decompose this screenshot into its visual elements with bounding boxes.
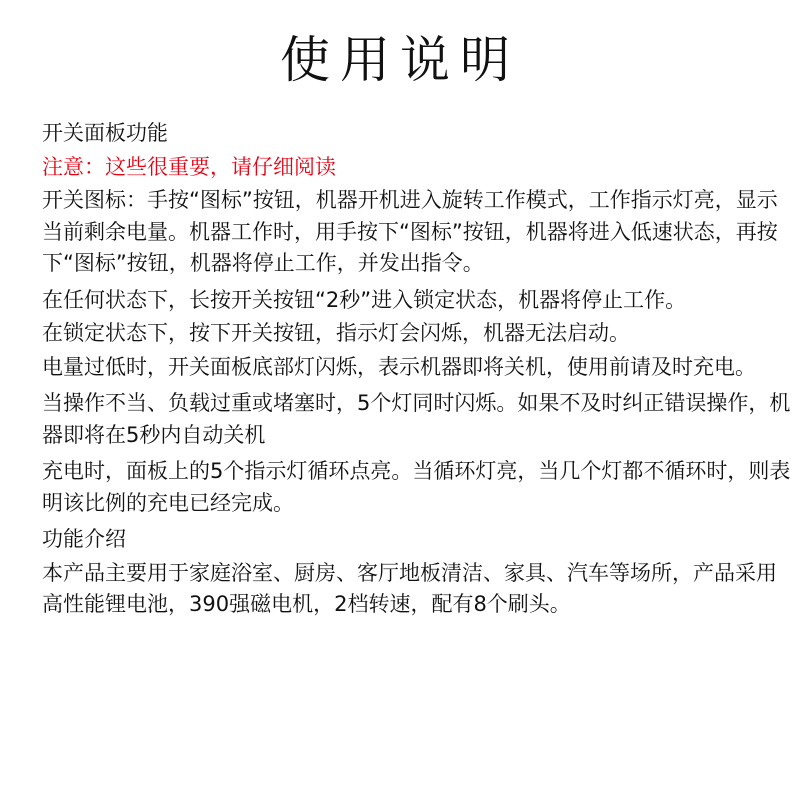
lock-state-paragraph: 在任何状态下，长按开关按钮“2秒”进入锁定状态，机器将停止工作。 bbox=[42, 287, 687, 312]
instructions-body bbox=[42, 118, 794, 626]
panel-functions-heading: 开关面板功能 bbox=[42, 121, 168, 145]
improper-operation-paragraph: 当操作不当、负载过重或堵塞时，5个灯同时闪烁。如果不及时纠正错误操作，机器即将在5秒内自动关机 bbox=[42, 391, 791, 447]
low-battery-paragraph: 电量过低时，开关面板底部灯闪烁，表示机器即将关机，使用前请及时充电。 bbox=[42, 354, 756, 379]
charging-paragraph: 充电时，面板上的5个指示灯循环点亮。当循环灯亮，当几个灯都不循环时，则表明该比例的充电已经完成。 bbox=[42, 459, 791, 515]
warning-notice: 注意：这些很重要，请仔细阅读 bbox=[42, 154, 336, 179]
features-paragraph: 本产品主要用于家庭浴室、厨房、客厅地板清洁、家具、汽车等场所，产品采用高性能锂电池，390强磁电机，2档转速，配有8个刷头。 bbox=[42, 560, 777, 616]
features-heading: 功能介绍 bbox=[42, 527, 126, 551]
switch-icon-paragraph: 开关图标：手按“图标”按钮，机器开机进入旋转工作模式，工作指示灯亮，显示当前剩余电量。机器工作时，用手按下“图标”按钮，机器将进入低速状态，再按下“图标”按钮，机器将停止工作，并发出指令。 bbox=[42, 188, 778, 275]
page-title: 使用说明 bbox=[280, 31, 520, 89]
locked-press-paragraph: 在锁定状态下，按下开关按钮，指示灯会闪烁，机器无法启动。 bbox=[42, 321, 630, 345]
